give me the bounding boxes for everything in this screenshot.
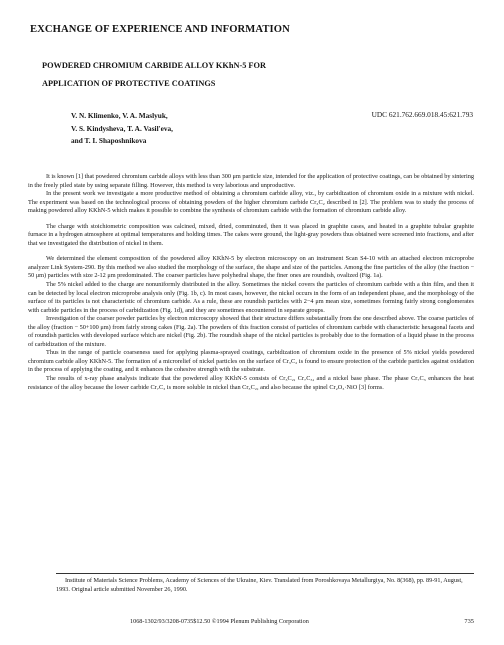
body-paragraph: In the present work we investigate a more productive method of obtaining a chromium carbide alloy, viz., by carbidization of chromium oxide in a mixture with nickel. The experiment was based on the technological process of obtaining powders of the higher chromium carbide Cr₃C₂ described in [2]. The problem was to study the process of making powdered alloy KKhN-5 which makes it possible to combine the synthesis of chromium carbide with the formation of chromium carbide alloy. (28, 190, 474, 215)
body-paragraph: The 5% nickel added to the charge are nonuniformly distributed in the alloy. Sometimes the nickel covers the particles of chromium carbide with a thin film, and then it can be detected by local electron microprobe analysis only (Fig. 1b, c). In most cases, however, the nickel occurs in the form of an independent phase, and the morphology of the surface of its particles is not characteristic of chromium carbide. As a rule, these are roundish particles with 2−4 μm mean size, sometimes forming fairly strong conglomerates with carbide particles in the process of carbidization (Fig. 1d), and they are sometimes encountered in separate groups. (28, 281, 474, 314)
body-paragraph: The charge with stoichiometric composition was calcined, mixed, dried, comminuted, then it was placed in graphite cases, and heated in a graphite tubular graphite furnace in a hydrogen atmosphere at optimal temperatures and holding times. The cakes were ground, the light-gray powders thus obtained were screened into fractions, and after that we investigated the distribution of nickel in them. (28, 222, 474, 247)
author-line: and T. I. Shaposhnikova (71, 136, 147, 145)
footnote-text: Institute of Materials Science Problems, Academy of Sciences of the Ukraine, Kiev. Translated from Poroshkovaya Metallurgiya, No. 8(368), pp. 89-91, August, 1993. Original article submitted November 26, 1990. (56, 577, 463, 593)
article-title-line: APPLICATION OF PROTECTIVE COATINGS (42, 78, 216, 88)
article-body (28, 173, 474, 392)
body-paragraph: We determined the element composition of the powdered alloy KKhN-5 by electron microscopy on an instrument Scan S4-10 with an attached electron microprobe analyzer Link System-290. By this method we also studied the morphology of the surface, the shape and size of the particles. Among the fine particles of the alloy (the fraction − 50 μm) particles with size 2-12 μm predominated. The coarser particles have polyhedral shape, the finer ones are roundish, ovalized (Fig. 1a). (28, 255, 474, 280)
author-line: V. N. Klimenko, V. A. Maslyuk, (71, 111, 168, 120)
copyright-line: 1068-1302/93/3208-0735$12.50 ©1994 Plenum Publishing Corporation (130, 618, 309, 625)
author-line: V. S. Kindysheva, T. A. Vasil'eva, (71, 123, 173, 133)
body-paragraph: Investigation of the coarser powder particles by electron microscopy showed that their structure differs substantially from the one described above. The coarse particles of the alloy (fraction − 50+100 μm) from fairly strong cakes (Fig. 2a). The powders of this fraction consist of particles of chromium carbide with characteristic hexagonal facets and of roundish particles with developed surface which are nickel (Fig. 2b). The roundish shape of the nickel particles is probably due to the formation of a liquid phase in the process of carbidization of the mixture. (28, 315, 474, 348)
article-title-line: POWDERED CHROMIUM CARBIDE ALLOY KKhN-5 FOR (42, 61, 266, 70)
body-paragraph: Thus in the range of particle coarseness used for applying plasma-sprayed coatings, carbidization of chromium oxide in the presence of 5% nickel yields powdered chromium carbide alloy KKhN-5. The formation of a microrelief of nickel particles on the surface of Cr₃C₂ is found to ensure protection of the carbide particles against oxidation in the process of applying the coating, and it enhances the cohesive strength with the substrate. (28, 349, 474, 374)
body-paragraph: It is known [1] that powdered chromium carbide alloys with less than 300 μm particle size, intended for the application of protective coatings, can be obtained by sintering in the freely piled state by using separate filling. However, this method is very laborious and unproductive. (28, 173, 474, 189)
article-title (42, 57, 472, 92)
page-number: 735 (464, 618, 474, 625)
section-heading: EXCHANGE OF EXPERIENCE AND INFORMATION (30, 24, 290, 35)
body-paragraph: The results of x-ray phase analysis indicate that the powdered alloy KKhN-5 consists of Cr₃C₂, Cr₇C₃, and a nickel base phase. The phase Cr₇C₃ enhances the heat resistance of the alloy because the lower carbide Cr₇C₃ is more soluble in nickel than Cr₃C₂, and also because the spinel Cr₂O₃·NiO [3] forms. (28, 375, 474, 391)
footnote (56, 577, 474, 594)
footnote-divider (56, 573, 474, 574)
udc-code: UDC 621.762.669.018.45:621.793 (371, 110, 473, 119)
author-list (71, 110, 173, 148)
